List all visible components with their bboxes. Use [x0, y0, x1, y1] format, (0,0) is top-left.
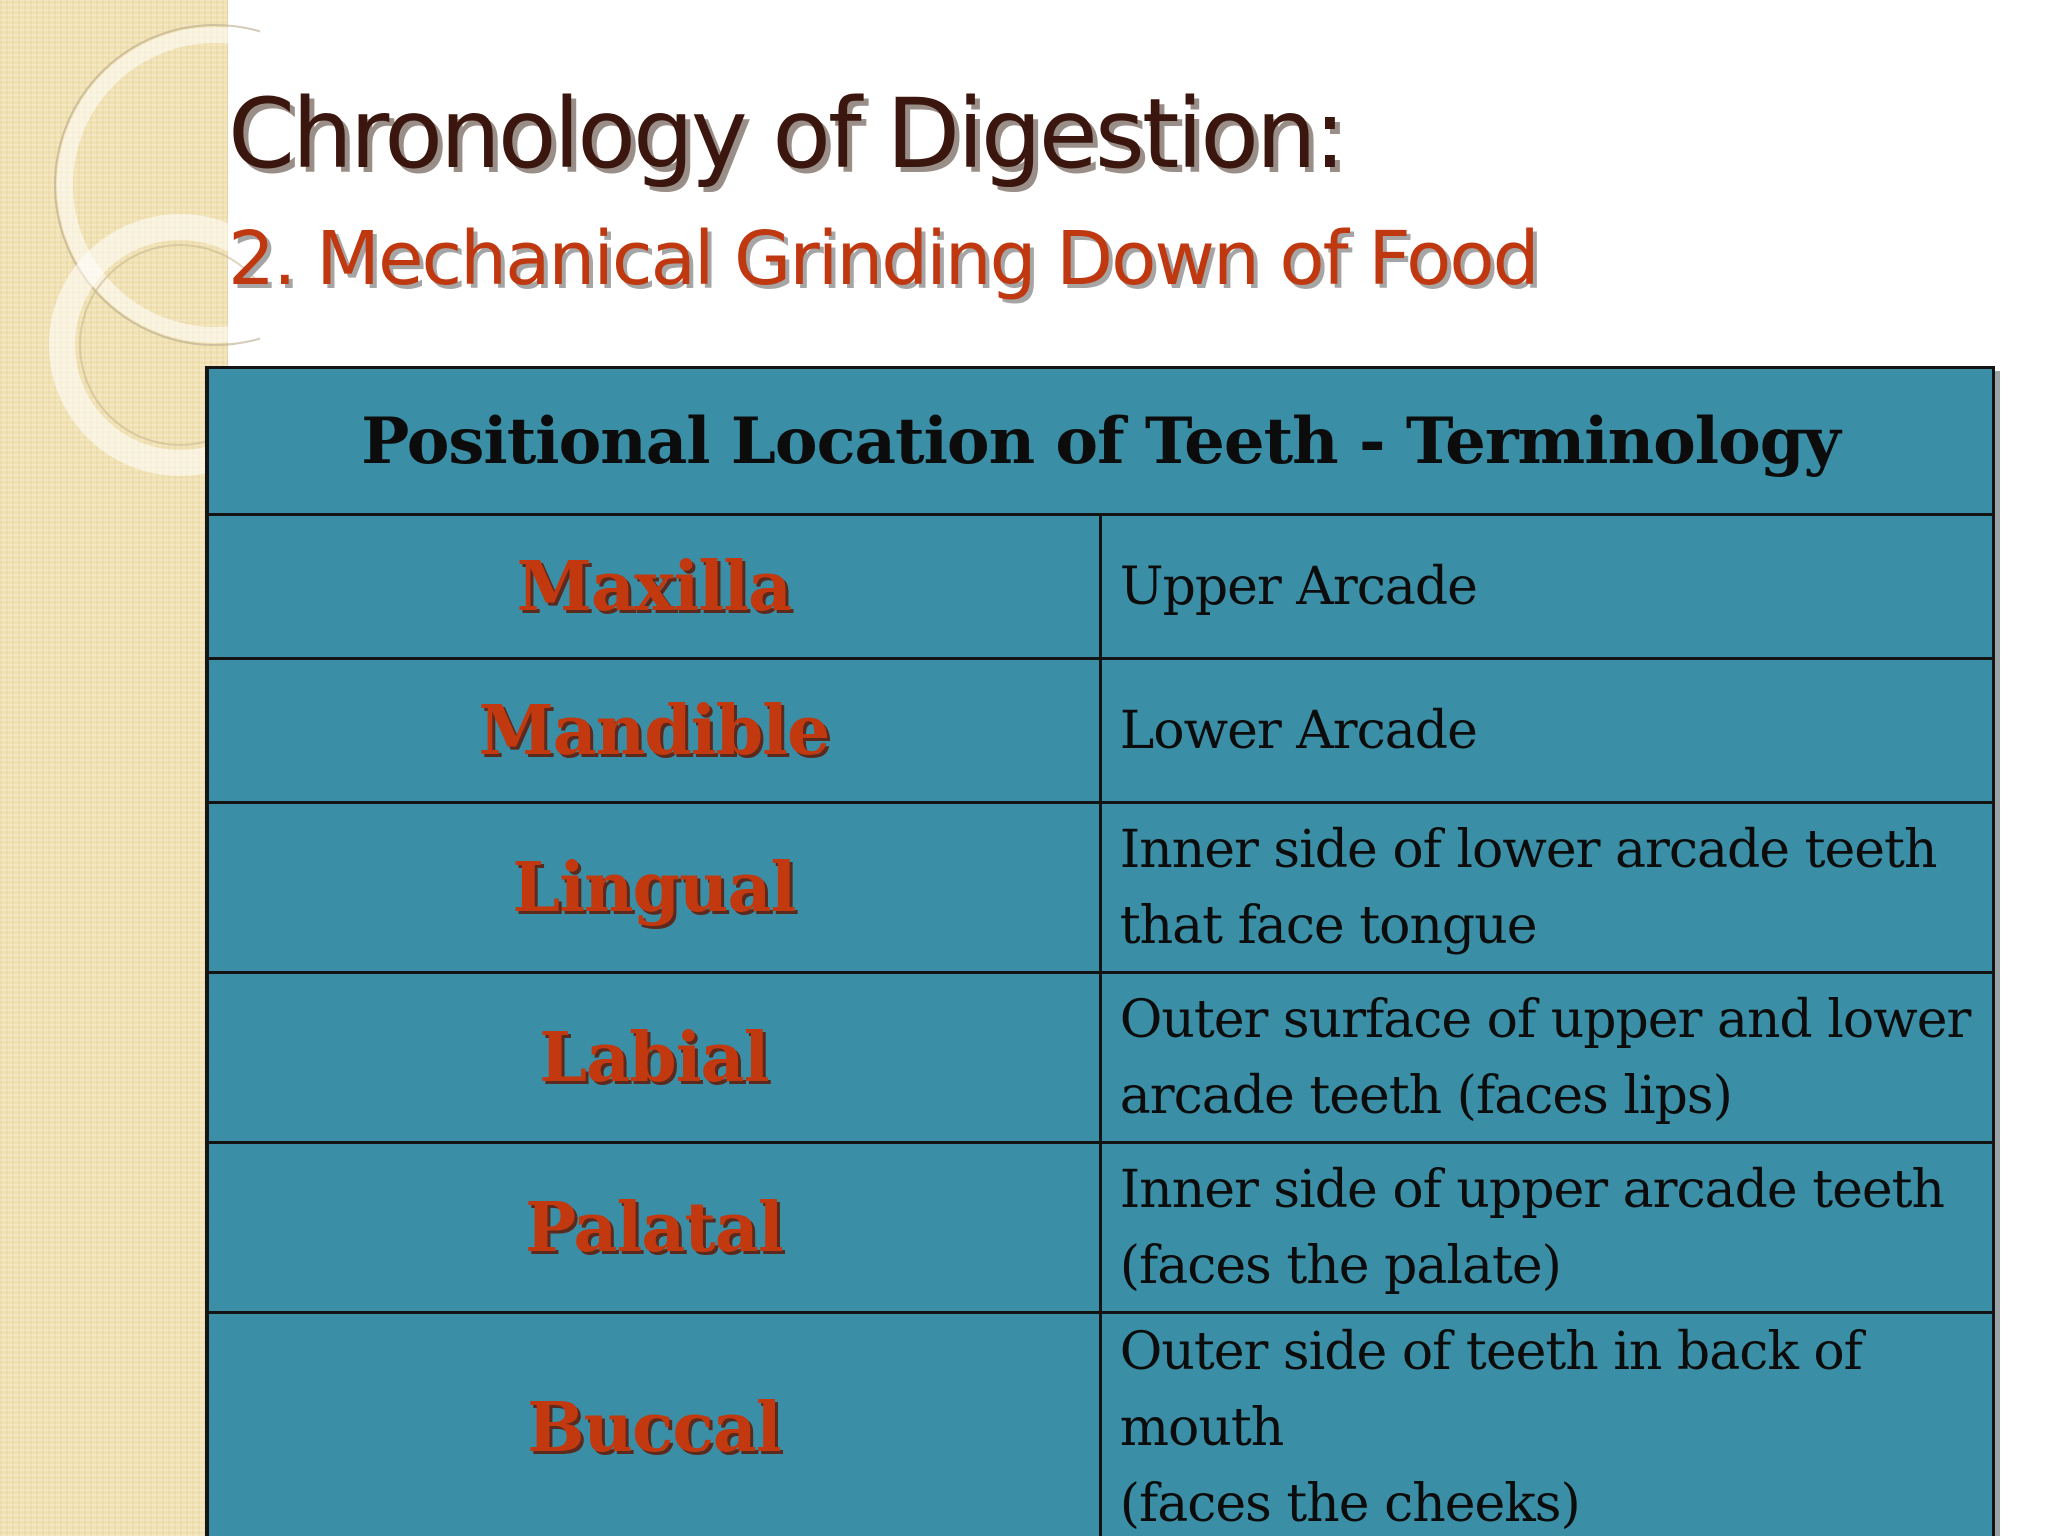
table-row [207, 1143, 1994, 1313]
term-cell: Buccal [207, 1313, 1100, 1536]
table-row [207, 515, 1994, 659]
description-line: Inner side of upper arcade teeth [1119, 1159, 1945, 1220]
description-line: (faces the palate) [1119, 1235, 1561, 1296]
table-row [207, 1313, 1994, 1536]
table-row [207, 973, 1994, 1143]
term-cell: Maxilla [207, 515, 1100, 659]
table-row [207, 659, 1994, 803]
table-header-row [207, 368, 1994, 515]
description-line: that face tongue [1119, 895, 1537, 956]
description-line: Outer side of teeth in back of mouth [1119, 1322, 1862, 1458]
description-cell [1100, 973, 1993, 1143]
description-line: Inner side of lower arcade teeth [1119, 819, 1937, 880]
description-line: (faces the cheeks) [1119, 1474, 1580, 1534]
term-cell: Mandible [207, 659, 1100, 803]
description-line: arcade teeth (faces lips) [1119, 1065, 1732, 1126]
terminology-table [205, 366, 1995, 1536]
description-cell [1100, 515, 1993, 659]
decorative-side-strip [0, 0, 228, 1536]
description-line: Lower Arcade [1119, 700, 1477, 761]
term-cell: Palatal [207, 1143, 1100, 1313]
description-cell [1100, 1143, 1993, 1313]
term-cell: Labial [207, 973, 1100, 1143]
table-header: Positional Location of Teeth - Terminology [207, 368, 1994, 515]
description-cell [1100, 803, 1993, 973]
term-cell: Lingual [207, 803, 1100, 973]
description-cell [1100, 659, 1993, 803]
table-row [207, 803, 1994, 973]
slide-subtitle: 2. Mechanical Grinding Down of Food [228, 216, 1538, 302]
description-line: Outer surface of upper and lower [1119, 989, 1971, 1050]
description-cell [1100, 1313, 1993, 1536]
description-line: Upper Arcade [1119, 556, 1477, 617]
slide-title: Chronology of Digestion: [228, 78, 1344, 190]
